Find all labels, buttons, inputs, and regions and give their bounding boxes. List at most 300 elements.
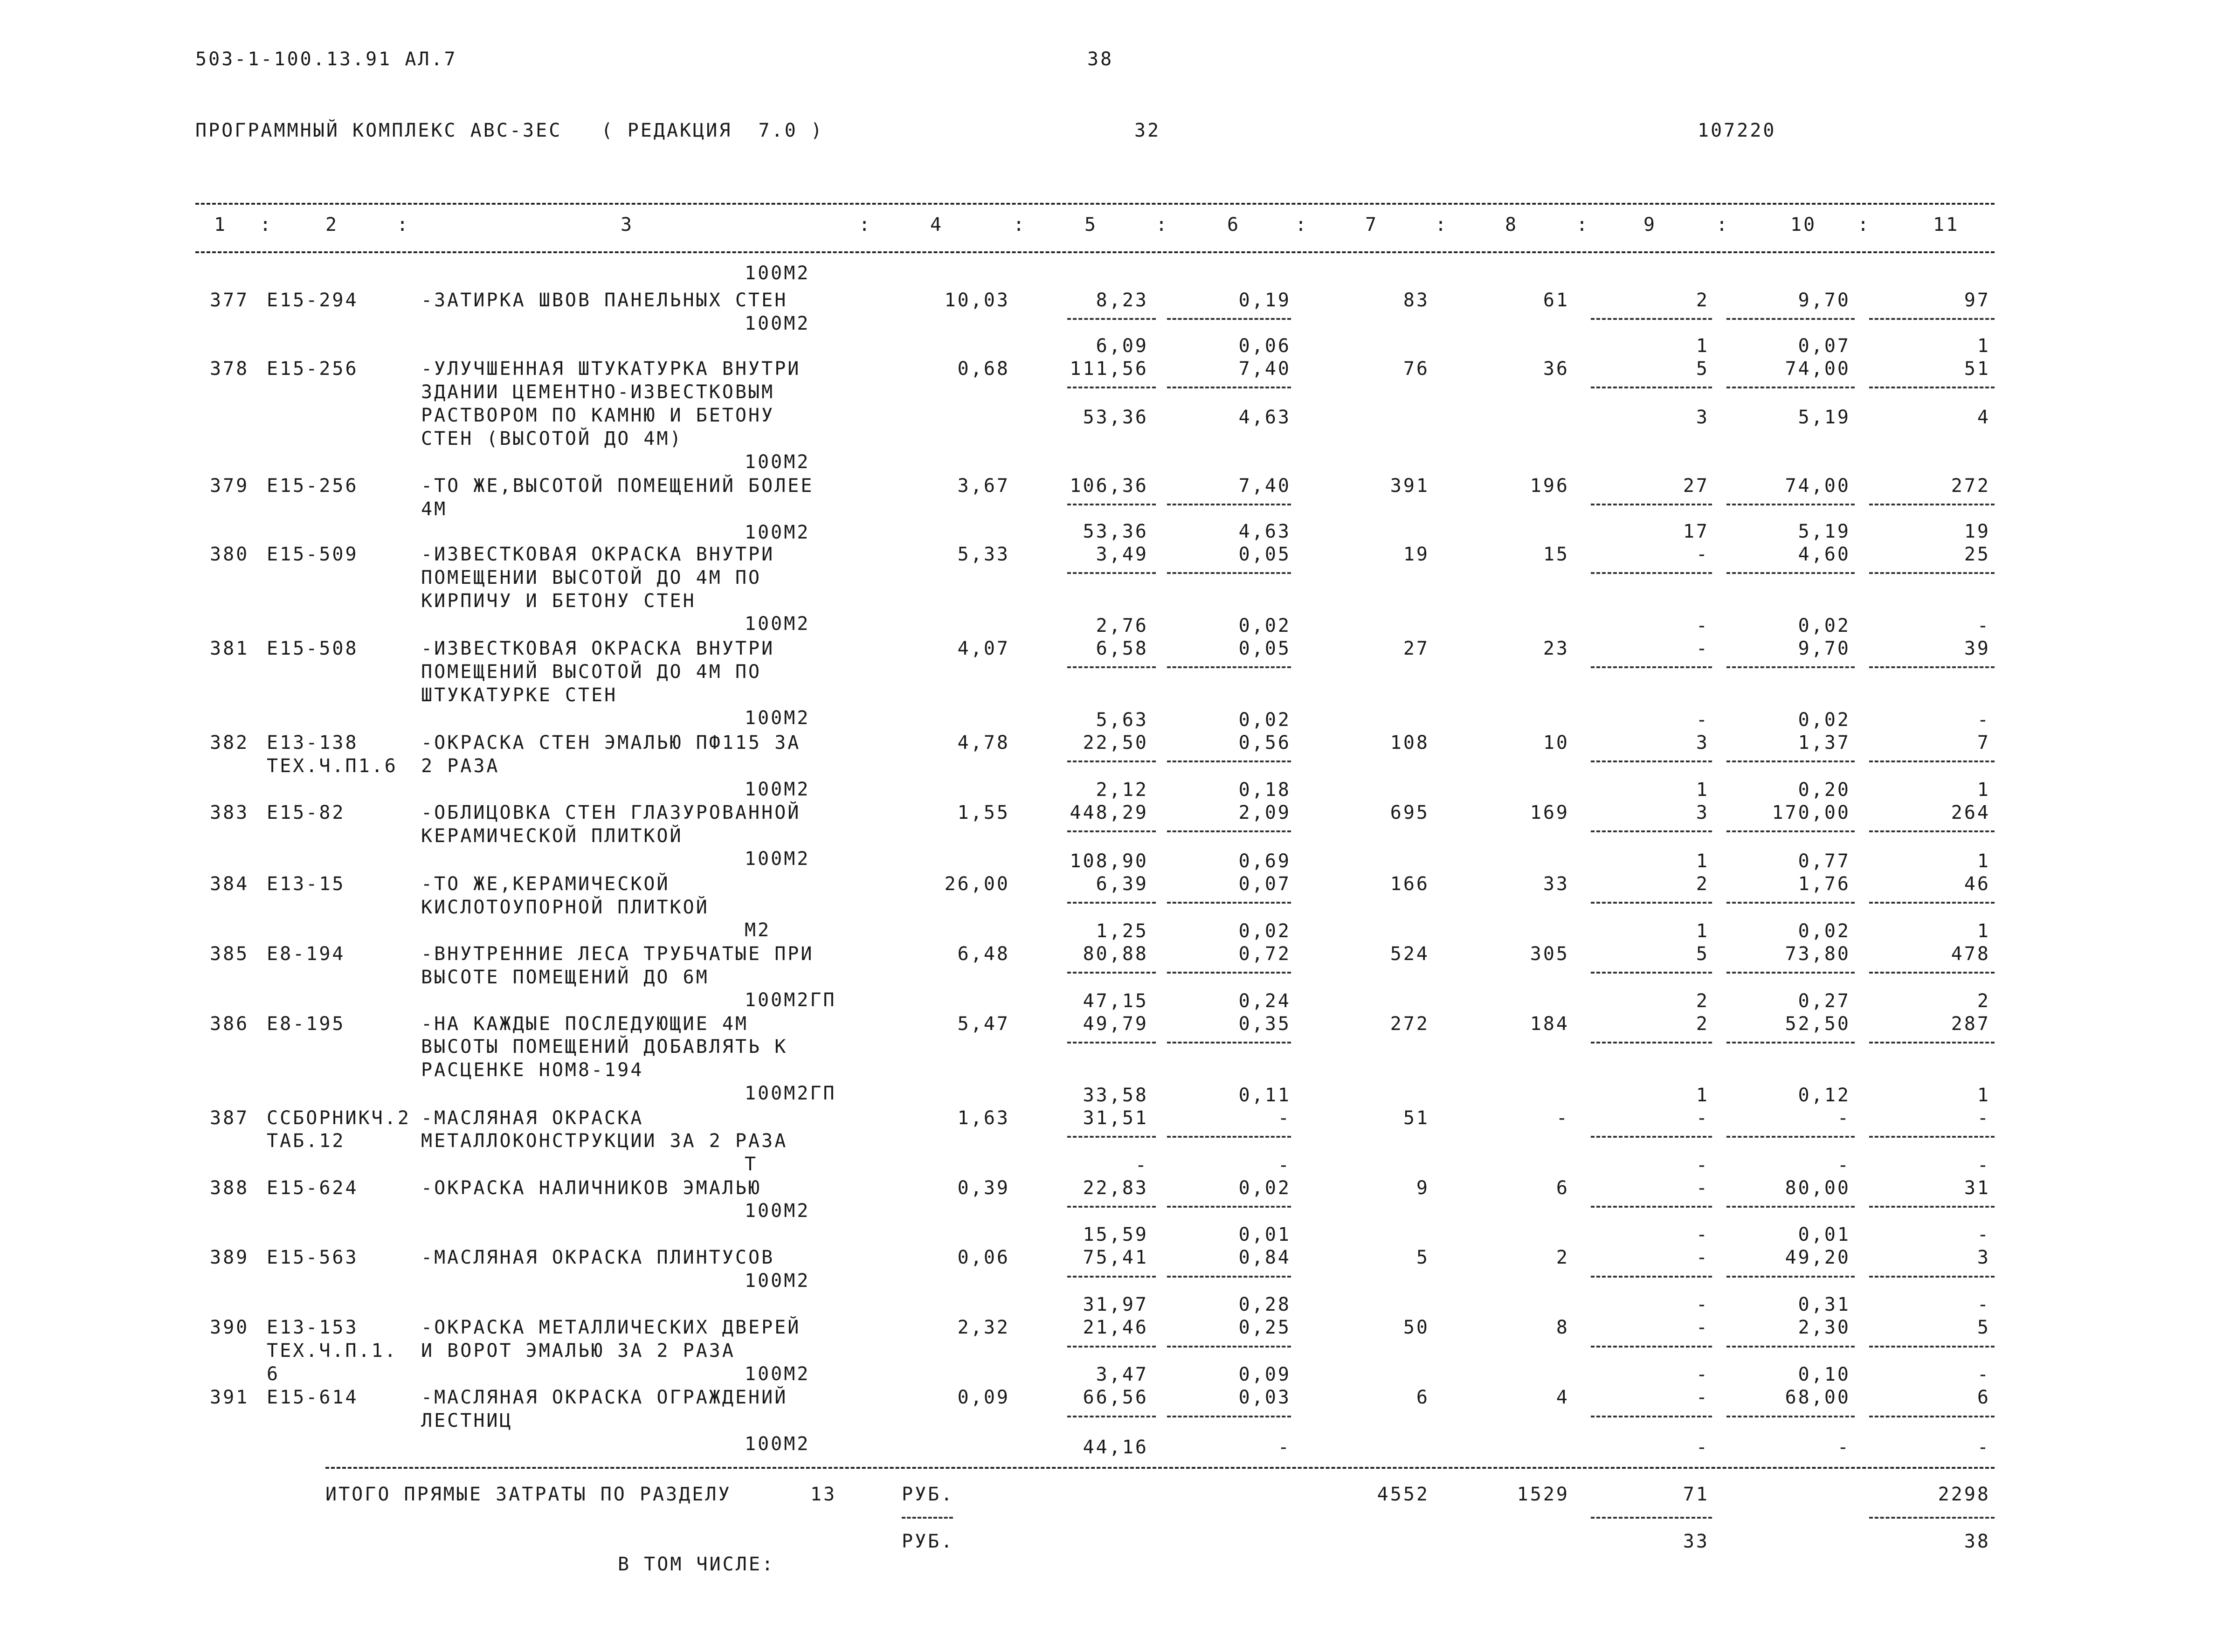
sub-rule (1167, 972, 1291, 974)
sub-rule (1726, 1042, 1855, 1044)
cell-c7: 50 (1403, 1317, 1429, 1338)
program-title: ПРОГРАММНЫЙ КОМПЛЕКС АВС-ЗЕС ( РЕДАКЦИЯ 7.0 ) (195, 120, 824, 141)
row-number: 391 (210, 1387, 249, 1408)
cell-c9b: 17 (1683, 521, 1709, 542)
pre-unit: 100М2 (745, 263, 810, 284)
rate-code: Е15-509 (267, 544, 359, 565)
sub-rule (1726, 830, 1855, 832)
sub-rule (1591, 666, 1712, 668)
cell-c7: 166 (1390, 873, 1429, 895)
cell-c5b: 53,36 (1083, 407, 1148, 428)
cell-c9: - (1696, 1317, 1709, 1338)
sub-rule (1591, 387, 1712, 388)
cell-c10: 52,50 (1785, 1013, 1850, 1035)
column-header-5: 5 (1084, 214, 1098, 235)
sub-rule (1167, 1042, 1291, 1044)
cell-c10b: 5,19 (1798, 407, 1850, 428)
sub-rule (1869, 1276, 1995, 1278)
column-separator: : (1857, 214, 1871, 235)
cell-c10: - (1837, 1107, 1850, 1129)
cell-c4: 0,39 (957, 1177, 1010, 1199)
cell-c11b: 4 (1977, 407, 1990, 428)
cell-c7: 108 (1390, 732, 1429, 753)
cell-c9b: - (1696, 615, 1709, 636)
column-header-6: 6 (1227, 214, 1241, 235)
cell-c6: 0,25 (1238, 1317, 1291, 1338)
cell-c7: 272 (1390, 1013, 1429, 1035)
sub-rule (1726, 1416, 1855, 1417)
cell-c8: 10 (1543, 732, 1569, 753)
cell-c6b: 0,06 (1238, 335, 1291, 357)
sub-rule (1067, 318, 1156, 320)
cell-c9: 2 (1696, 290, 1709, 311)
sub-rule (1726, 572, 1855, 574)
column-header-7: 7 (1365, 214, 1379, 235)
cell-c11b: 19 (1964, 521, 1990, 542)
work-description: ПОМЕЩЕНИИ ВЫСОТОЙ ДО 4М ПО (421, 567, 762, 588)
sub-rule (1869, 387, 1995, 388)
rate-code: ТЕХ.Ч.П1.6 (267, 755, 398, 777)
column-header-8: 8 (1505, 214, 1519, 235)
cell-c10: 74,00 (1785, 475, 1850, 497)
cell-c9b: 1 (1696, 1085, 1709, 1106)
work-description: -ИЗВЕСТКОВАЯ ОКРАСКА ВНУТРИ (421, 638, 775, 659)
unit: 100М2 (745, 1433, 810, 1455)
cell-c6: 0,03 (1238, 1387, 1291, 1408)
cell-c8: 305 (1530, 943, 1569, 965)
row-number: 386 (210, 1013, 249, 1035)
sub-rule (1167, 1206, 1291, 1208)
totals-c9-b: 33 (1683, 1531, 1709, 1552)
cell-c8: 184 (1530, 1013, 1569, 1035)
cell-c9: 3 (1696, 802, 1709, 823)
sub-rule (1726, 1136, 1855, 1138)
row-number: 385 (210, 943, 249, 965)
cell-c6: 7,40 (1238, 475, 1291, 497)
sub-rule (1869, 666, 1995, 668)
cell-c9b: - (1696, 1437, 1709, 1458)
cell-c6: 0,19 (1238, 290, 1291, 311)
unit: 100М2 (745, 1200, 810, 1222)
cell-c11: 264 (1951, 802, 1990, 823)
sub-rule (1869, 1206, 1995, 1208)
unit: 100М2 (745, 613, 810, 635)
cell-c5: 106,36 (1070, 475, 1148, 497)
unit: Т (745, 1154, 758, 1175)
column-header-11: 11 (1933, 214, 1960, 235)
cell-c11: 3 (1977, 1247, 1990, 1268)
work-description: РАСТВОРОМ ПО КАМНЮ И БЕТОНУ (421, 405, 775, 426)
sub-rule (1591, 318, 1712, 320)
rate-code: Е8-195 (267, 1013, 345, 1035)
cell-c10b: 0,27 (1798, 990, 1850, 1012)
cell-c6b: 0,24 (1238, 990, 1291, 1012)
sub-rule (1869, 760, 1995, 762)
work-description: ВЫСОТЕ ПОМЕЩЕНИЙ ДО 6М (421, 967, 709, 988)
work-description: -ОКРАСКА МЕТАЛЛИЧЕСКИХ ДВЕРЕЙ (421, 1317, 801, 1338)
rate-code: Е15-294 (267, 290, 359, 311)
totals-c11-b: 38 (1964, 1531, 1990, 1552)
sub-rule (1067, 1136, 1156, 1138)
cell-c11: 51 (1964, 358, 1990, 380)
sub-rule (1167, 760, 1291, 762)
cell-c10: 170,00 (1772, 802, 1850, 823)
sub-rule (1067, 387, 1156, 388)
cell-c6: 0,56 (1238, 732, 1291, 753)
unit: 100М2 (745, 313, 810, 334)
cell-c6b: 0,11 (1238, 1085, 1291, 1106)
sub-rule (1869, 902, 1995, 904)
cell-c4: 1,55 (957, 802, 1010, 823)
cell-c9b: - (1696, 1364, 1709, 1385)
cell-c9: 27 (1683, 475, 1709, 497)
sub-rule (1167, 1136, 1291, 1138)
cell-c9b: 3 (1696, 407, 1709, 428)
cell-c10b: 0,07 (1798, 335, 1850, 357)
sub-rule (1067, 1416, 1156, 1417)
cell-c7: 391 (1390, 475, 1429, 497)
column-header-2: 2 (325, 214, 339, 235)
column-separator: : (397, 214, 410, 235)
cell-c10: 74,00 (1785, 358, 1850, 380)
column-separator: : (1576, 214, 1590, 235)
unit: М2 (745, 919, 771, 941)
row-number: 377 (210, 290, 249, 311)
cell-c5: 448,29 (1070, 802, 1148, 823)
cell-c5: 22,50 (1083, 732, 1148, 753)
sub-rule (1591, 1042, 1712, 1044)
sub-rule (1167, 572, 1291, 574)
sub-rule (1067, 504, 1156, 505)
cell-c5b: 2,12 (1096, 779, 1148, 801)
cell-c5b: 6,09 (1096, 335, 1148, 357)
cell-c6: 2,09 (1238, 802, 1291, 823)
cell-c5b: 53,36 (1083, 521, 1148, 542)
column-header-10: 10 (1790, 214, 1817, 235)
cell-c8: 169 (1530, 802, 1569, 823)
cell-c10b: 0,01 (1798, 1224, 1850, 1245)
totals-c7: 4552 (1377, 1484, 1429, 1505)
work-description: -ТО ЖЕ,КЕРАМИЧЕСКОЙ (421, 873, 670, 895)
cell-c10b: 0,20 (1798, 779, 1850, 801)
sub-rule (1869, 972, 1995, 974)
sub-rule (1067, 1042, 1156, 1044)
unit: 100М2 (745, 779, 810, 800)
sub-rule (1726, 1346, 1855, 1348)
cell-c11b: 2 (1977, 990, 1990, 1012)
row-number: 380 (210, 544, 249, 565)
sub-rule (1726, 666, 1855, 668)
cell-c4: 5,33 (957, 544, 1010, 565)
sub-rule (1067, 1276, 1156, 1278)
column-separator: : (1156, 214, 1169, 235)
cell-c5b: - (1135, 1154, 1148, 1176)
cell-c4: 5,47 (957, 1013, 1010, 1035)
cell-c5: 80,88 (1083, 943, 1148, 965)
cell-c11b: 1 (1977, 1085, 1990, 1106)
sub-rule (1067, 972, 1156, 974)
work-description: КИСЛОТОУПОРНОЙ ПЛИТКОЙ (421, 897, 709, 918)
work-description: КЕРАМИЧЕСКОЙ ПЛИТКОЙ (421, 825, 683, 847)
cell-c6: 0,35 (1238, 1013, 1291, 1035)
cell-c8: 2 (1556, 1247, 1569, 1268)
cell-c6b: 0,09 (1238, 1364, 1291, 1385)
cell-c9b: 1 (1696, 335, 1709, 357)
cell-c10: 68,00 (1785, 1387, 1850, 1408)
cell-c10: 4,60 (1798, 544, 1850, 565)
cell-c10b: 0,02 (1798, 920, 1850, 942)
cell-c8: 33 (1543, 873, 1569, 895)
sub-rule (1591, 902, 1712, 904)
cell-c10b: 0,12 (1798, 1085, 1850, 1106)
cell-c11b: - (1977, 615, 1990, 636)
unit: 100М2 (745, 1270, 810, 1292)
cell-c11b: 1 (1977, 779, 1990, 801)
cell-c5b: 2,76 (1096, 615, 1148, 636)
cell-c10: 9,70 (1798, 290, 1850, 311)
rate-code: Е15-614 (267, 1387, 359, 1408)
cell-c4: 4,78 (957, 732, 1010, 753)
cell-c7: 5 (1416, 1247, 1429, 1268)
sub-rule (1726, 387, 1855, 388)
cell-c7: 19 (1403, 544, 1429, 565)
cell-c11: 5 (1977, 1317, 1990, 1338)
cell-c10: 73,80 (1785, 943, 1850, 965)
work-description: МЕТАЛЛОКОНСТРУКЦИИ ЗА 2 РАЗА (421, 1130, 788, 1152)
sub-rule (1067, 1206, 1156, 1208)
cell-c6: - (1277, 1107, 1291, 1129)
sub-rule (1726, 760, 1855, 762)
column-separator: : (1295, 214, 1309, 235)
cell-c9b: - (1696, 1294, 1709, 1315)
cell-c4: 0,68 (957, 358, 1010, 380)
unit: 100М2ГП (745, 989, 836, 1011)
column-header-1: 1 (214, 214, 228, 235)
rate-code: Е15-508 (267, 638, 359, 659)
cell-c5b: 44,16 (1083, 1437, 1148, 1458)
work-description: ЗДАНИИ ЦЕМЕНТНО-ИЗВЕСТКОВЫМ (421, 381, 775, 403)
totals-currency: РУБ. (902, 1484, 954, 1505)
cell-c11b: - (1977, 1224, 1990, 1245)
cell-c6: 0,05 (1238, 638, 1291, 659)
sub-rule (1167, 1416, 1291, 1417)
sub-rule (1591, 504, 1712, 505)
cell-c8: 4 (1556, 1387, 1569, 1408)
work-description: -ИЗВЕСТКОВАЯ ОКРАСКА ВНУТРИ (421, 544, 775, 565)
cell-c5b: 5,63 (1096, 709, 1148, 731)
cell-c7: 524 (1390, 943, 1429, 965)
cell-c6b: 0,02 (1238, 920, 1291, 942)
cell-c10b: 0,31 (1798, 1294, 1850, 1315)
rate-code: Е15-256 (267, 475, 359, 497)
work-description: ВЫСОТЫ ПОМЕЩЕНИЙ ДОБАВЛЯТЬ К (421, 1036, 788, 1058)
cell-c6b: 0,01 (1238, 1224, 1291, 1245)
cell-c11b: - (1977, 1154, 1990, 1176)
work-description: -МАСЛЯНАЯ ОКРАСКА ПЛИНТУСОВ (421, 1247, 775, 1268)
top-rule (195, 203, 1995, 205)
cell-c10: 1,37 (1798, 732, 1850, 753)
cell-c5b: 1,25 (1096, 920, 1148, 942)
cell-c9: 2 (1696, 873, 1709, 895)
cell-c5: 111,56 (1070, 358, 1148, 380)
cell-c4: 26,00 (944, 873, 1010, 895)
cell-c6b: 0,02 (1238, 709, 1291, 731)
cell-c11: - (1977, 1107, 1990, 1129)
sub-rule (1167, 1346, 1291, 1348)
column-separator: : (260, 214, 273, 235)
cell-c6: 0,72 (1238, 943, 1291, 965)
totals-rule (325, 1467, 1995, 1469)
cell-c9b: - (1696, 1224, 1709, 1245)
totals-c9: 71 (1683, 1484, 1709, 1505)
column-separator: : (1716, 214, 1730, 235)
sub-rule (1167, 387, 1291, 388)
cell-c11b: - (1977, 1364, 1990, 1385)
cell-c5b: 47,15 (1083, 990, 1148, 1012)
cell-c11: 46 (1964, 873, 1990, 895)
cell-c10: 9,70 (1798, 638, 1850, 659)
sub-rule (1869, 830, 1995, 832)
cell-c8: - (1556, 1107, 1569, 1129)
sub-rule (1726, 1276, 1855, 1278)
row-number: 381 (210, 638, 249, 659)
cell-c9b: 1 (1696, 920, 1709, 942)
rate-code: Е15-82 (267, 802, 345, 823)
work-description: -МАСЛЯНАЯ ОКРАСКА ОГРАЖДЕНИЙ (421, 1387, 788, 1408)
cell-c9: 5 (1696, 358, 1709, 380)
cell-c11: 7 (1977, 732, 1990, 753)
cell-c5: 31,51 (1083, 1107, 1148, 1129)
sub-rule (1591, 1416, 1712, 1417)
cell-c9: - (1696, 1247, 1709, 1268)
cell-c10: 49,20 (1785, 1247, 1850, 1268)
cell-c6b: 4,63 (1238, 521, 1291, 542)
cell-c5: 75,41 (1083, 1247, 1148, 1268)
sub-rule (1726, 504, 1855, 505)
cell-c4: 1,63 (957, 1107, 1010, 1129)
sub-rule (1591, 1346, 1712, 1348)
sub-rule (1869, 504, 1995, 505)
work-description: -УЛУЧШЕННАЯ ШТУКАТУРКА ВНУТРИ (421, 358, 801, 380)
cell-c7: 83 (1403, 290, 1429, 311)
cell-c10b: 5,19 (1798, 521, 1850, 542)
cell-c9b: 1 (1696, 850, 1709, 872)
header-rule (195, 251, 1995, 253)
work-description: -ОКРАСКА НАЛИЧНИКОВ ЭМАЛЬЮ (421, 1177, 762, 1199)
column-header-9: 9 (1643, 214, 1657, 235)
cell-c9: - (1696, 1387, 1709, 1408)
work-description: ШТУКАТУРКЕ СТЕН (421, 684, 618, 706)
cell-c11b: - (1977, 709, 1990, 731)
sub-rule (1869, 572, 1995, 574)
sub-rule (1869, 318, 1995, 320)
row-number: 382 (210, 732, 249, 753)
rate-code: Е13-138 (267, 732, 359, 753)
cell-c11: 272 (1951, 475, 1990, 497)
cell-c6b: 0,02 (1238, 615, 1291, 636)
rate-code: Е15-624 (267, 1177, 359, 1199)
unit: 100М2 (745, 522, 810, 543)
cell-c8: 8 (1556, 1317, 1569, 1338)
cell-c6b: 0,28 (1238, 1294, 1291, 1315)
cell-c8: 23 (1543, 638, 1569, 659)
cell-c10b: 0,10 (1798, 1364, 1850, 1385)
unit: 100М2 (745, 848, 810, 870)
totals-sub-rule (1591, 1517, 1712, 1519)
cell-c5: 6,58 (1096, 638, 1148, 659)
unit: 100М2 (745, 1363, 810, 1385)
work-description: РАСЦЕНКЕ НОМ8-194 (421, 1059, 644, 1081)
cell-c5b: 15,59 (1083, 1224, 1148, 1245)
totals-currency-2: РУБ. (902, 1531, 954, 1552)
column-header-3: 3 (621, 214, 634, 235)
cell-c11b: 1 (1977, 920, 1990, 942)
cell-c5: 66,56 (1083, 1387, 1148, 1408)
row-number: 389 (210, 1247, 249, 1268)
row-number: 388 (210, 1177, 249, 1199)
cell-c5: 3,49 (1096, 544, 1148, 565)
work-description: -ОКРАСКА СТЕН ЭМАЛЬЮ ПФ115 ЗА (421, 732, 801, 753)
cell-c6b: 0,69 (1238, 850, 1291, 872)
unit: 100М2 (745, 707, 810, 729)
sub-rule (1591, 1276, 1712, 1278)
row-number: 390 (210, 1317, 249, 1338)
cell-c9: - (1696, 1177, 1709, 1199)
cell-c6: 0,02 (1238, 1177, 1291, 1199)
cell-c7: 76 (1403, 358, 1429, 380)
page-number: 32 (1134, 120, 1161, 141)
row-number: 379 (210, 475, 249, 497)
cell-c9: 5 (1696, 943, 1709, 965)
sub-rule (1167, 666, 1291, 668)
sub-rule (1067, 666, 1156, 668)
cell-c10b: 0,77 (1798, 850, 1850, 872)
cell-c7: 6 (1416, 1387, 1429, 1408)
cell-c6b: - (1277, 1437, 1291, 1458)
cell-c4: 3,67 (957, 475, 1010, 497)
rate-code: Е13-15 (267, 873, 345, 895)
row-number: 384 (210, 873, 249, 895)
cell-c6b: 0,18 (1238, 779, 1291, 801)
cell-c5: 8,23 (1096, 290, 1148, 311)
work-description: И ВОРОТ ЭМАЛЬЮ ЗА 2 РАЗА (421, 1340, 735, 1362)
sub-rule (1726, 1206, 1855, 1208)
sub-rule (1591, 760, 1712, 762)
cell-c4: 2,32 (957, 1317, 1010, 1338)
cell-c5b: 33,58 (1083, 1085, 1148, 1106)
cell-c11b: 1 (1977, 335, 1990, 357)
cell-c9b: 2 (1696, 990, 1709, 1012)
row-number: 378 (210, 358, 249, 380)
cell-c5b: 108,90 (1070, 850, 1148, 872)
rate-code: Е13-153 (267, 1317, 359, 1338)
cell-c11b: - (1977, 1437, 1990, 1458)
rate-code: Е15-256 (267, 358, 359, 380)
work-description: -НА КАЖДЫЕ ПОСЛЕДУЮЩИЕ 4М (421, 1013, 749, 1035)
sub-rule (1726, 902, 1855, 904)
rate-code: ТЕХ.Ч.П.1. (267, 1340, 398, 1362)
row-number: 383 (210, 802, 249, 823)
cell-c6: 7,40 (1238, 358, 1291, 380)
project-code: 107220 (1698, 120, 1776, 141)
cell-c10b: 0,02 (1798, 709, 1850, 731)
totals-sub-rule (1869, 1517, 1995, 1519)
cell-c5: 22,83 (1083, 1177, 1148, 1199)
sub-rule (1167, 1276, 1291, 1278)
work-description: 4М (421, 498, 448, 520)
sub-rule (1167, 902, 1291, 904)
cell-c11: 6 (1977, 1387, 1990, 1408)
